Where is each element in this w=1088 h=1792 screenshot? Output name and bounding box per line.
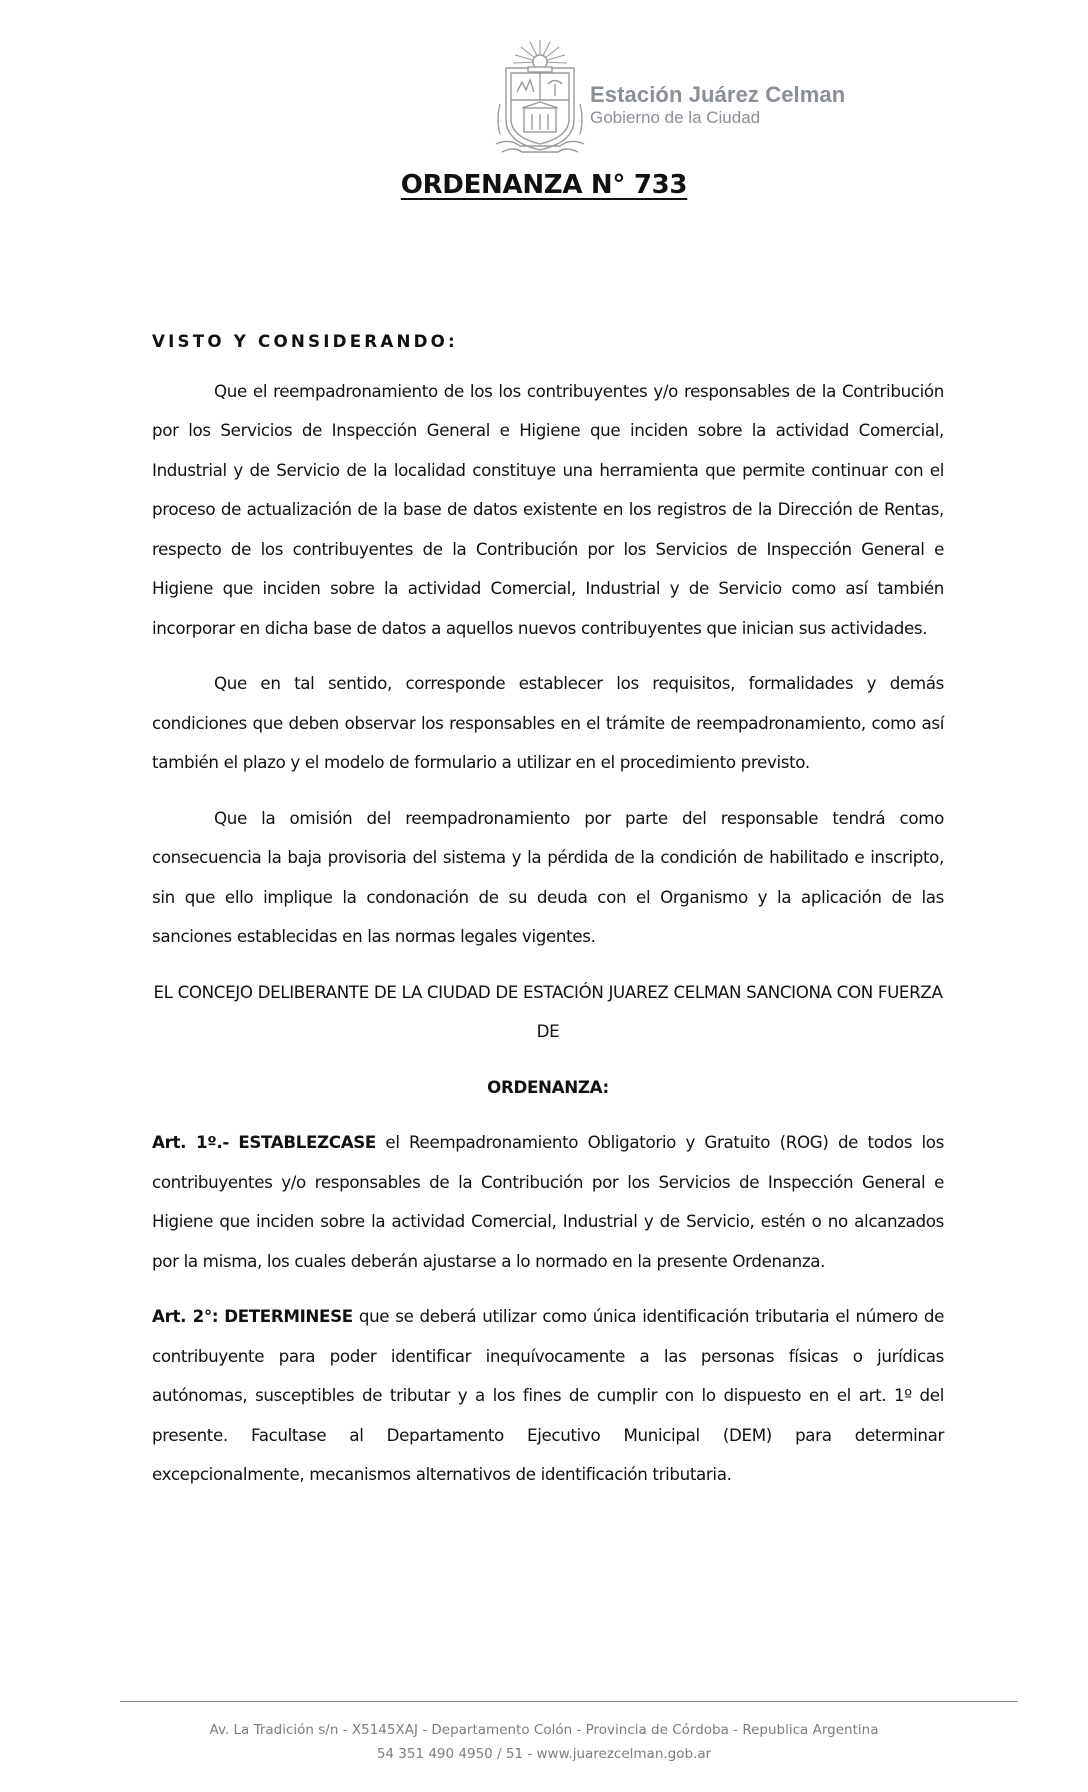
article-2-keyword: DETERMINESE	[224, 1306, 353, 1326]
article-2-text: que se deberá utilizar como única identificación tributaria el número de contribuyente para poder identificar inequívocamente a las personas físicas o jurídicas autónomas, susceptibles de tributar y a los fines de cumplir con lo dispuesto en el art. 1º del presente. Facultase al Departamento Ejecutivo Municipal (DEM) para determinar excepcionalmente, mecanismos alternativos de identificación tributaria.	[152, 1306, 944, 1484]
article-1	[152, 1123, 944, 1281]
letterhead	[490, 34, 890, 164]
sanciona-statement: EL CONCEJO DELIBERANTE DE LA CIUDAD DE ESTACIÓN JUAREZ CELMAN SANCIONA CON FUERZA DE	[153, 981, 943, 1041]
considerando-paragraph-2: Que en tal sentido, corresponde establecer los requisitos, formalidades y demás condiciones que deben observar los responsables en el trámite de reempadronamiento, como así también el plazo y el modelo de formulario a utilizar en el procedimiento previsto.	[152, 673, 944, 772]
article-1-text: el Reempadronamiento Obligatorio y Gratuito (ROG) de todos los contribuyentes y/o responsables de la Contribución por los Servicios de Inspección General e Higiene que inciden sobre la actividad Comercial, Industrial y de Servicio, estén o no alcanzados por la misma, los cuales deberán ajustarse a lo normado en la presente Ordenanza.	[152, 1132, 944, 1271]
footer-address: Av. La Tradición s/n - X5145XAJ - Departamento Colón - Provincia de Córdoba - Republica Argentina	[209, 1722, 879, 1738]
organization-subtitle: Gobierno de la Ciudad	[590, 108, 761, 127]
section-heading-visto: VISTO Y CONSIDERANDO:	[152, 331, 458, 351]
organization-name: Estación Juárez Celman	[590, 82, 846, 107]
article-1-label: Art. 1º.-	[152, 1132, 229, 1152]
footer-divider	[120, 1701, 1018, 1702]
document-body	[152, 322, 944, 1511]
page-title: ORDENANZA N° 733	[400, 170, 688, 200]
article-1-keyword: ESTABLEZCASE	[238, 1132, 376, 1152]
ordenanza-heading: ORDENANZA:	[487, 1076, 609, 1097]
footer-contact: 54 351 490 4950 / 51 - www.juarezcelman.gob.ar	[376, 1746, 712, 1762]
article-2-label: Art. 2°:	[152, 1306, 219, 1326]
considerando-paragraph-1: Que el reempadronamiento de los los contribuyentes y/o responsables de la Contribución por los Servicios de Inspección General e Higiene que inciden sobre la actividad Comercial, Industrial y de Servicio de la localidad constituye una herramienta que permite continuar con el proceso de actualización de la base de datos existente en los registros de la Dirección de Rentas, respecto de los contribuyentes de la Contribución por los Servicios de Inspección General e Higiene que inciden sobre la actividad Comercial, Industrial y de Servicio como así también incorporar en dicha base de datos a aquellos nuevos contribuyentes que inician sus actividades.	[152, 380, 944, 638]
article-2	[152, 1297, 944, 1495]
municipal-crest-icon	[490, 34, 590, 159]
considerando-paragraph-3: Que la omisión del reempadronamiento por parte del responsable tendrá como consecuencia la baja provisoria del sistema y la pérdida de la condición de habilitado e inscripto, sin que ello implique la condonación de su deuda con el Organismo y la aplicación de las sanciones establecidas en las normas legales vigentes.	[152, 807, 944, 946]
